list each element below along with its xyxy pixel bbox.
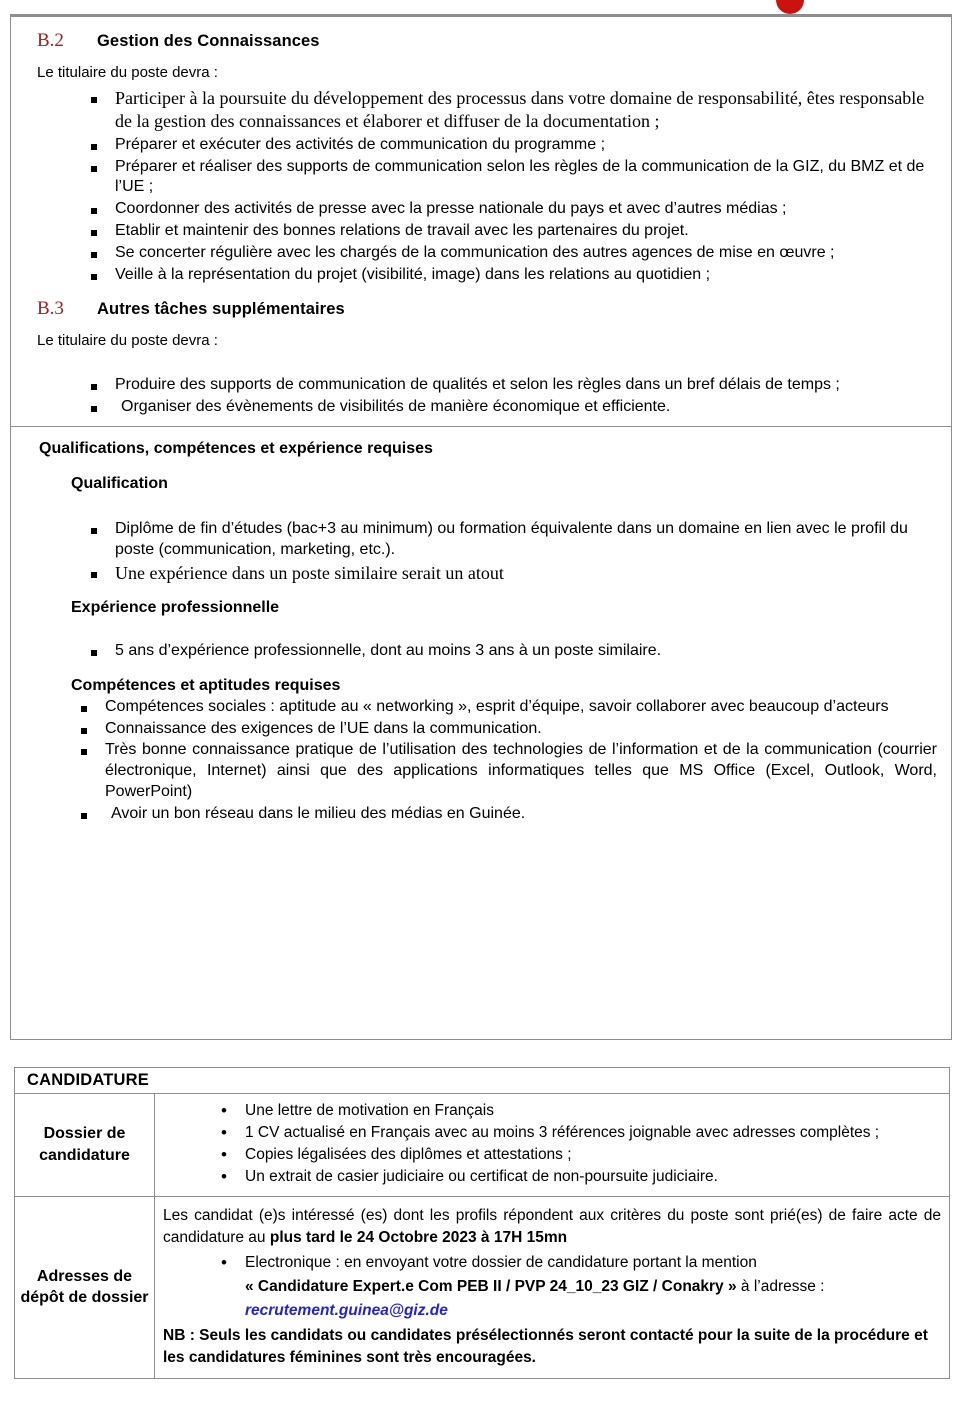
- list-item: Préparer et exécuter des activités de communication du programme ;: [83, 135, 937, 156]
- subheading-qualification: Qualification: [71, 474, 168, 492]
- section-b3-bullet-list: [25, 375, 937, 418]
- section-b3-number: B.3: [37, 298, 64, 320]
- experience-bullet-list: [25, 641, 937, 662]
- section-b2-lead: Le titulaire du poste devra :: [37, 64, 218, 81]
- row-label-adresses: Adresses de dépôt de dossier: [15, 1197, 155, 1379]
- candidature-title: CANDIDATURE: [15, 1068, 950, 1094]
- row-content-dossier: [155, 1094, 950, 1197]
- list-item: • Un extrait de casier judiciaire ou certificat de non-poursuite judiciaire.: [215, 1166, 941, 1188]
- list-item: Connaissance des exigences de l’UE dans la communication.: [73, 719, 937, 740]
- competences-bullet-list: [25, 697, 937, 825]
- list-item: Une expérience dans un poste similaire serait un atout: [83, 562, 937, 585]
- list-item: • Electronique : en envoyant votre dossier de candidature portant la mention: [215, 1252, 941, 1274]
- section-b3-title: Autres tâches supplémentaires: [97, 300, 345, 319]
- list-item: Très bonne connaissance pratique de l’utilisation des technologies de l’information et de la communication (courrier électronique, Internet) ainsi que des applications informatiques telles que MS Office (Excel, Outlook, Word, PowerPoint): [73, 740, 937, 802]
- section-b2-heading: [37, 30, 937, 52]
- list-item: Produire des supports de communication de qualités et selon les règles dans un bref délais de temps ;: [83, 375, 937, 396]
- row-label-dossier: Dossier de candidature: [15, 1094, 155, 1197]
- subheading-competences: Compétences et aptitudes requises: [71, 676, 341, 694]
- list-item: Se concerter régulière avec les chargés de la communication des autres agences de mise en œuvre ;: [83, 243, 937, 264]
- adresses-intro-plain: Les candidat (e)s intéressé (es) dont les profils répondent aux critères du poste sont prié(es) de faire acte de candidature au: [163, 1207, 941, 1247]
- section-divider: [11, 426, 951, 427]
- list-item: Veille à la représentation du projet (visibilité, image) dans les relations au quotidien ;: [83, 265, 937, 286]
- red-dot-logo-icon: [776, 0, 804, 14]
- section-qualifications: [11, 440, 951, 825]
- adresses-intro: [163, 1205, 941, 1250]
- list-item: Coordonner des activités de presse avec la presse nationale du pays et avec d’autres médias ;: [83, 199, 937, 220]
- adresses-mention-line: [245, 1276, 941, 1298]
- table-row: [15, 1094, 950, 1197]
- list-item: Diplôme de fin d’études (bac+3 au minimum) ou formation équivalente dans un domaine en lien avec le profil du poste (communication, marketing, etc.).: [83, 519, 937, 561]
- application-email-link[interactable]: recrutement.guinea@giz.de: [245, 1302, 448, 1320]
- list-item: Préparer et réaliser des supports de communication selon les règles de la communication de la GIZ, du BMZ et de l’UE ;: [83, 157, 937, 199]
- dossier-bullet-list: [163, 1100, 941, 1188]
- list-item: • 1 CV actualisé en Français avec au moins 3 références joignable avec adresses complètes ;: [215, 1122, 941, 1144]
- list-item: • Une lettre de motivation en Français: [215, 1100, 941, 1122]
- qualifications-heading: Qualifications, compétences et expérience requises: [39, 439, 433, 457]
- list-item: 5 ans d’expérience professionnelle, dont au moins 3 ans à un poste similaire.: [83, 641, 937, 662]
- table-row: [15, 1197, 950, 1379]
- row-content-adresses: [155, 1197, 950, 1379]
- adresses-bullet-list: [163, 1252, 941, 1274]
- list-item: Participer à la poursuite du développement des processus dans votre domaine de responsabilité, êtes responsable de la gestion des connaissances et élaborer et diffuser de la documentation ;: [83, 87, 937, 134]
- qualification-bullet-list: [25, 519, 937, 585]
- table-row-title: [15, 1068, 950, 1094]
- application-mention: « Candidature Expert.e Com PEB II / PVP 24_10_23 GIZ / Conakry »: [245, 1277, 737, 1295]
- list-item: Avoir un bon réseau dans le milieu des médias en Guinée.: [73, 804, 937, 825]
- list-item: • Copies légalisées des diplômes et attestations ;: [215, 1144, 941, 1166]
- list-item: Compétences sociales : aptitude au « networking », esprit d’équipe, savoir collaborer avec beaucoup d’acteurs: [73, 697, 937, 718]
- section-b2-bullet-list: [25, 87, 937, 285]
- list-item: Organiser des évènements de visibilités de manière économique et efficiente.: [83, 397, 937, 418]
- job-description-box: [10, 14, 952, 1040]
- email-line: [245, 1300, 941, 1322]
- section-b3-lead: Le titulaire du poste devra :: [37, 332, 218, 350]
- section-b2: [11, 30, 951, 285]
- section-b2-title: Gestion des Connaissances: [97, 32, 320, 50]
- nb-note: NB : Seuls les candidats ou candidates présélectionnés seront contacté pour la suite de la procédure et les candidatures féminines sont très encouragées.: [163, 1326, 928, 1367]
- subheading-experience: Expérience professionnelle: [71, 598, 280, 616]
- candidature-table: [14, 1067, 950, 1379]
- section-b3: [11, 298, 951, 418]
- section-b2-number: B.2: [37, 30, 64, 51]
- list-item: Etablir et maintenir des bonnes relations de travail avec les partenaires du projet.: [83, 221, 937, 242]
- adresses-deadline: plus tard le 24 Octobre 2023 à 17H 15mn: [269, 1229, 568, 1247]
- application-mention-suffix: à l’adresse :: [736, 1277, 825, 1295]
- section-b3-heading: [37, 298, 937, 320]
